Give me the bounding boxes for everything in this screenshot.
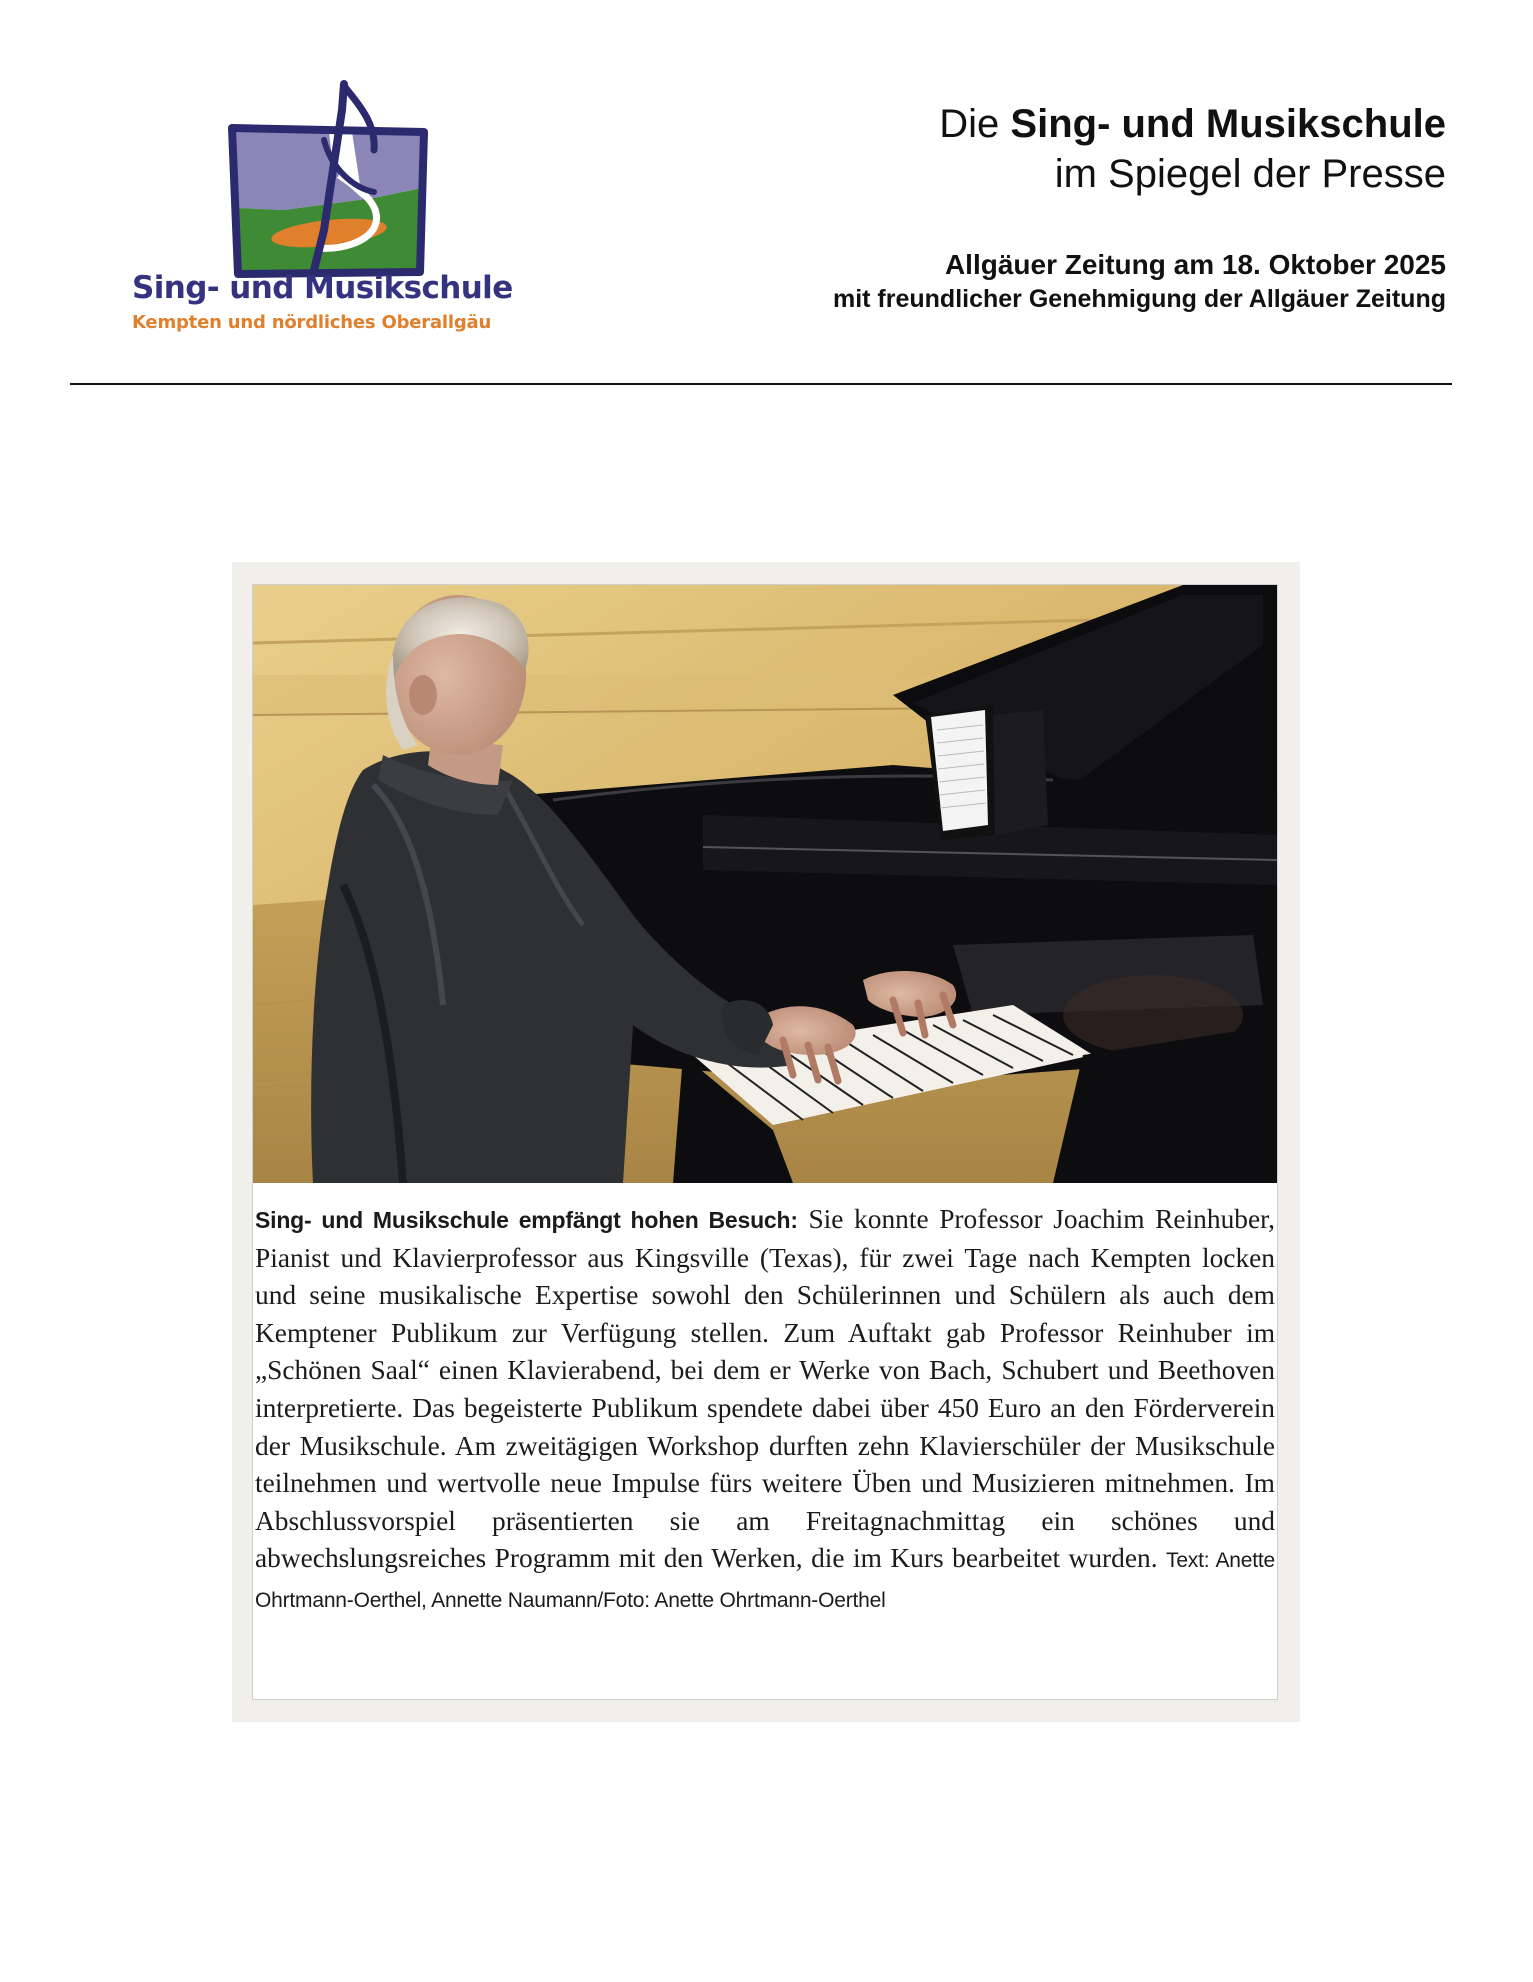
title-prefix: Die — [939, 102, 1011, 146]
school-logo — [128, 80, 528, 350]
permission-line: mit freundlicher Genehmigung der Allgäuer Zeitung — [832, 285, 1446, 313]
page-header — [626, 100, 1446, 315]
page-subtitle: im Spiegel der Presse — [1054, 152, 1446, 196]
pianist-photo-illustration — [253, 585, 1277, 1183]
article-credit: Text: Anette Ohrtmann-Oerthel, Annette Naumann/Foto: Anette Ohrtmann-Oerthel — [255, 1549, 1275, 1612]
logo-school-name: Sing- und Musikschule — [132, 270, 513, 306]
header-divider — [70, 383, 1452, 385]
logo-school-subtitle: Kempten und nördliches Oberallgäu — [132, 312, 492, 333]
article-body: Sie konnte Professor Joachim Reinhuber, Pianist und Klavierprofessor aus Kingsville (Texas), für zwei Tage nach Kempten locken und seine musikalische Expertise sowohl den Schülerinnen und Schülern als auch dem Kemptener Publikum zur Verfügung stellen. Zum Auftakt gab Professor Reinhuber im „Schönen Saal“ einen Klavierabend, bei dem er Werke von Bach, Schubert und Beethoven interpretierte. Das begeisterte Publikum spendete dabei über 450 Euro an den Förderverein der Musikschule. Am zweitägigen Workshop durften zehn Klavierschüler der Musikschule teilnehmen und wertvolle neue Impulse fürs weitere Üben und Musizieren mitnehmen. Im Abschlussvorspiel präsentierten sie am Freitagnachmittag ein schönes und abwechslungsreiches Programm mit den Werken, die im Kurs bearbeitet wurden. — [255, 1204, 1275, 1574]
newspaper-clipping — [232, 562, 1300, 1722]
page-title — [626, 100, 1446, 148]
clipping-content — [252, 584, 1278, 1700]
article-caption — [255, 1201, 1275, 1620]
source-line: Allgäuer Zeitung am 18. Oktober 2025 — [944, 249, 1446, 280]
title-school-name: Sing- und Musikschule — [1010, 102, 1446, 146]
article-lead: Sing- und Musikschule empfängt hohen Besuch: — [255, 1207, 798, 1233]
article-photo — [253, 585, 1277, 1183]
music-school-logo-icon — [224, 80, 444, 280]
